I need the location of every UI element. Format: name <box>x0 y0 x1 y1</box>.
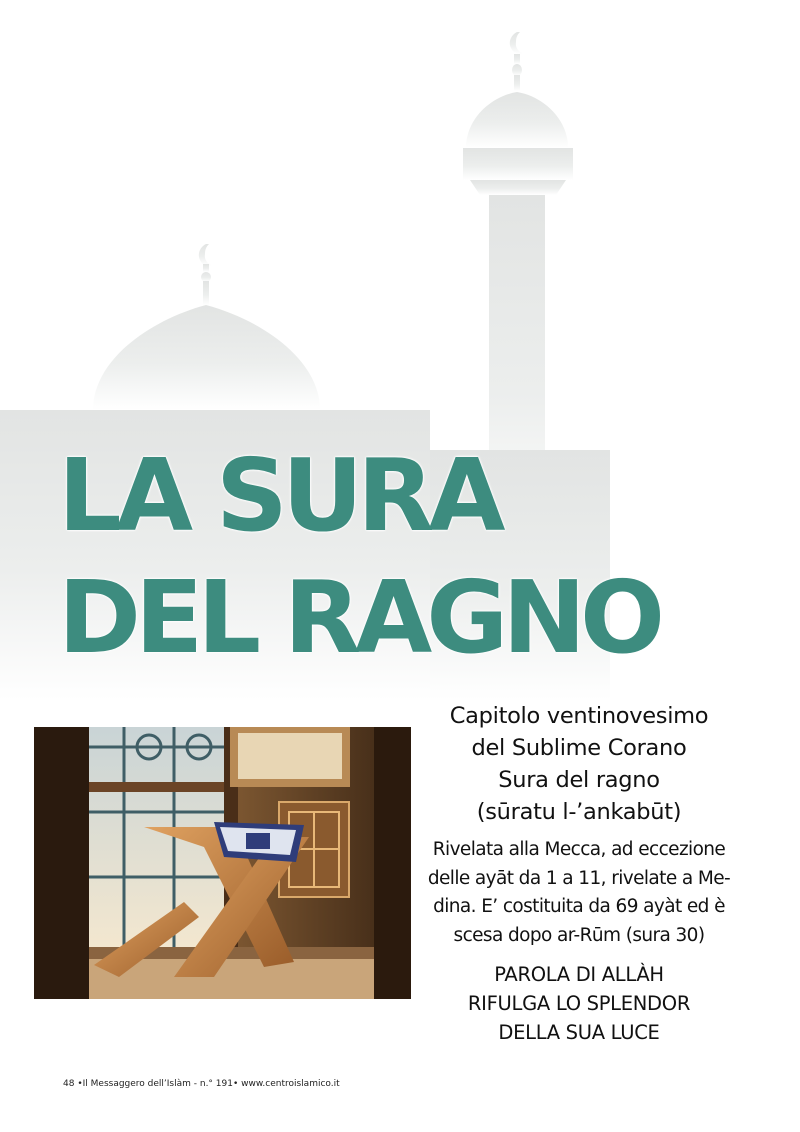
subtitle-line: Sura del ragno <box>498 767 660 793</box>
title-line-2: DEL RAGNO <box>58 559 660 676</box>
description-line: scesa dopo ar-Rūm (sura 30) <box>453 924 705 946</box>
subtitle-line: del Sublime Corano <box>471 735 687 761</box>
description-line: Rivelata alla Mecca, ad eccezione <box>432 839 726 860</box>
motto-line: DELLA SUA LUCE <box>498 1021 660 1044</box>
description-line: delle ayāt da 1 a 11, rivelate a Me- <box>427 867 731 889</box>
subtitle <box>410 700 748 828</box>
subtitle-line: Capitolo ventinovesimo <box>449 703 709 729</box>
description-line: dina. E’ costituita da 69 ayàt ed è <box>433 896 725 917</box>
motto <box>410 960 748 1047</box>
quran-stand-photo <box>34 727 411 999</box>
motto-line: PAROLA DI ALLÀH <box>494 963 664 986</box>
title-line-1: LA SURA <box>58 437 500 554</box>
page-footer: 48 •Il Messaggero dell’Islàm - n.° 191• www.centroislamico.it <box>63 1079 340 1089</box>
description <box>410 836 748 950</box>
text-column <box>410 700 748 1047</box>
subtitle-line: (sūratu l-’ankabūt) <box>476 799 682 825</box>
motto-line: RIFULGA LO SPLENDOR <box>467 992 691 1015</box>
